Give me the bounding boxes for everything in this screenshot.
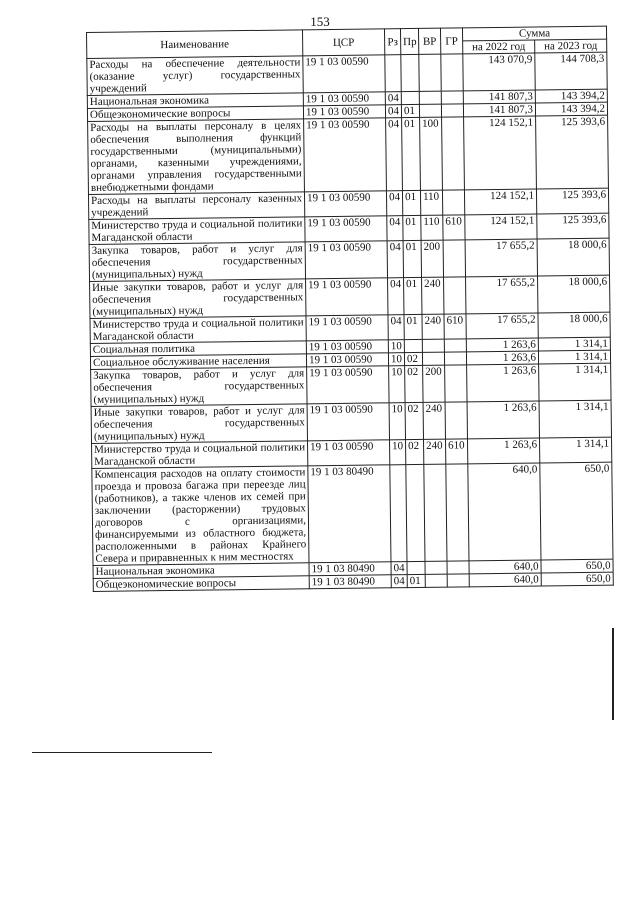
cell-gr: 610	[443, 215, 465, 240]
cell-sum-2022: 640,0	[469, 560, 541, 574]
cell-sum-2023: 650,0	[540, 462, 613, 560]
cell-sum-2022: 1 263,6	[467, 438, 539, 464]
cell-gr	[445, 365, 467, 402]
cell-rz: 04	[387, 216, 403, 241]
cell-pr	[407, 561, 425, 574]
cell-name: Иные закупки товаров, работ и услуг для обеспечения государственных (муниципальных) нужд	[91, 404, 307, 444]
cell-vr	[419, 104, 441, 117]
cell-vr: 240	[423, 402, 445, 439]
cell-csr: 19 1 03 80490	[309, 562, 391, 576]
cell-pr: 02	[405, 402, 423, 439]
cell-sum-2022: 17 655,2	[466, 276, 538, 314]
cell-csr: 19 1 03 00590	[306, 315, 388, 341]
cell-sum-2022: 143 070,9	[463, 53, 535, 91]
cell-gr	[446, 464, 469, 561]
cell-vr	[425, 574, 447, 587]
header-sum: Сумма	[462, 26, 606, 41]
cell-csr: 19 1 03 00590	[305, 241, 387, 279]
cell-csr: 19 1 03 00590	[307, 403, 389, 441]
cell-csr: 19 1 03 00590	[303, 105, 385, 119]
cell-vr: 100	[420, 117, 443, 190]
cell-rz: 10	[388, 340, 404, 353]
cell-rz: 04	[385, 105, 401, 118]
cell-sum-2022: 141 807,3	[463, 103, 535, 117]
cell-gr: 610	[446, 439, 468, 464]
scan-vertical-line	[612, 628, 614, 720]
cell-name: Компенсация расходов на оплату стоимости проезда и провоза багажа при переезде лиц (работников), а также членов их семей при заключении (расторжении) трудовых договоров с организациями, финансируемыми из областного бюджета, расположенными в районах Крайнего Севера и приравненных к ним местностях	[92, 466, 309, 566]
header-vr: ВР	[418, 28, 440, 54]
cell-pr: 02	[404, 352, 422, 365]
header-pr: Пр	[400, 28, 418, 54]
cell-gr	[444, 339, 466, 352]
cell-rz: 10	[390, 440, 406, 465]
cell-pr: 01	[402, 190, 420, 215]
cell-pr	[401, 54, 419, 91]
cell-vr	[419, 54, 441, 91]
header-year-2023: на 2023 год	[535, 39, 607, 53]
cell-rz: 04	[386, 118, 403, 191]
table-body	[87, 52, 613, 591]
cell-rz: 04	[386, 191, 402, 216]
cell-sum-2022: 1 263,6	[466, 338, 538, 352]
table-row	[87, 52, 607, 95]
cell-gr	[447, 574, 469, 587]
cell-vr: 200	[421, 240, 443, 277]
cell-csr: 19 1 03 00590	[305, 216, 387, 242]
cell-sum-2023: 125 393,6	[537, 213, 609, 239]
cell-csr: 19 1 03 00590	[307, 366, 389, 404]
cell-sum-2023: 1 314,1	[539, 437, 611, 463]
cell-vr	[422, 352, 444, 365]
cell-sum-2023: 1 314,1	[538, 350, 610, 364]
cell-gr	[443, 240, 465, 277]
cell-sum-2023: 1 314,1	[539, 400, 611, 438]
cell-vr: 240	[424, 439, 446, 464]
cell-rz: 10	[388, 353, 404, 366]
cell-name: Иные закупки товаров, работ и услуг для обеспечения государственных (муниципальных) нужд	[90, 279, 306, 319]
header-name: Наименование	[87, 30, 303, 59]
cell-pr: 01	[403, 215, 421, 240]
cell-name: Министерство труда и социальной политики Магаданской области	[90, 316, 306, 344]
page-number: 153	[310, 14, 330, 29]
cell-rz: 04	[388, 278, 404, 315]
cell-name: Социальная политика	[90, 341, 306, 357]
cell-sum-2023: 18 000,6	[538, 275, 610, 313]
cell-sum-2023: 650,0	[541, 572, 613, 586]
header-rz: Рз	[384, 29, 400, 55]
cell-sum-2022: 17 655,2	[466, 313, 538, 339]
cell-pr: 01	[407, 574, 425, 587]
table-row	[89, 238, 609, 281]
table-row	[90, 275, 610, 318]
cell-sum-2023: 1 314,1	[539, 363, 611, 401]
cell-vr	[424, 464, 447, 561]
cell-name: Национальная экономика	[87, 93, 303, 109]
cell-vr	[425, 561, 447, 574]
cell-sum-2022: 1 263,6	[467, 401, 539, 439]
cell-sum-2022: 124 152,1	[465, 214, 537, 240]
cell-pr: 02	[406, 439, 424, 464]
cell-sum-2022: 1 263,6	[467, 364, 539, 402]
cell-csr: 19 1 03 00590	[304, 191, 386, 217]
cell-sum-2023: 1 314,1	[538, 337, 610, 351]
cell-vr: 110	[420, 190, 442, 215]
cell-rz: 04	[385, 92, 401, 105]
cell-rz: 10	[389, 366, 405, 403]
table-row	[91, 363, 611, 406]
cell-name: Социальное обслуживание населения	[90, 354, 306, 370]
scan-horizontal-line	[32, 752, 212, 753]
cell-csr: 19 1 03 00590	[303, 55, 385, 93]
cell-csr: 19 1 03 00590	[306, 340, 388, 354]
table-row	[92, 462, 613, 565]
cell-csr: 19 1 03 00590	[308, 440, 390, 466]
cell-sum-2022: 1 263,6	[466, 351, 538, 365]
cell-pr	[406, 464, 425, 561]
header-year-2022: на 2022 год	[463, 40, 535, 54]
cell-gr	[442, 117, 465, 190]
cell-pr: 01	[401, 104, 419, 117]
cell-csr: 19 1 03 00590	[303, 92, 385, 106]
cell-rz: 10	[389, 403, 405, 440]
cell-vr: 110	[421, 215, 443, 240]
cell-rz	[390, 465, 407, 562]
cell-vr: 200	[423, 365, 445, 402]
header-gr: ГР	[440, 28, 462, 54]
cell-name: Общеэкономические вопросы	[93, 576, 309, 592]
cell-gr	[444, 352, 466, 365]
cell-name: Расходы на выплаты персоналу казенных учреждений	[88, 192, 304, 220]
header-csr: ЦСР	[302, 29, 384, 56]
cell-name: Закупка товаров, работ и услуг для обеспечения государственных (муниципальных) нужд	[89, 242, 305, 282]
cell-vr: 240	[422, 277, 444, 314]
cell-gr	[442, 190, 464, 215]
cell-name: Министерство труда и социальной политики Магаданской области	[92, 441, 308, 469]
cell-sum-2023: 18 000,6	[537, 238, 609, 276]
cell-pr: 01	[403, 240, 421, 277]
cell-vr	[419, 91, 441, 104]
cell-sum-2022: 640,0	[468, 463, 541, 561]
cell-name: Министерство труда и социальной политики Магаданской области	[89, 217, 305, 245]
cell-csr: 19 1 03 00590	[306, 278, 388, 316]
cell-gr: 610	[444, 314, 466, 339]
cell-name: Общеэкономические вопросы	[87, 106, 303, 122]
cell-sum-2022: 141 807,3	[463, 90, 535, 104]
table-row	[91, 400, 611, 443]
cell-csr: 19 1 03 80490	[308, 465, 391, 563]
cell-name: Закупка товаров, работ и услуг для обеспечения государственных (муниципальных) нужд	[91, 367, 307, 407]
cell-rz: 04	[391, 562, 407, 575]
cell-gr	[445, 402, 467, 439]
cell-rz: 04	[387, 241, 403, 278]
table-row	[88, 115, 609, 194]
cell-sum-2023: 143 394,2	[535, 102, 607, 116]
cell-pr: 01	[402, 117, 421, 190]
cell-rz: 04	[391, 575, 407, 588]
cell-sum-2023: 18 000,6	[538, 312, 610, 338]
cell-sum-2022: 17 655,2	[465, 239, 537, 277]
cell-pr	[404, 339, 422, 352]
cell-gr	[447, 561, 469, 574]
cell-sum-2022: 124 152,1	[464, 116, 537, 190]
cell-name: Расходы на выплаты персоналу в целях обеспечения выполнения функций государственными (муниципальными) органами, казенными учреждениями, органами управления государственными внебюджетными фондами	[88, 119, 305, 195]
cell-sum-2023: 143 394,2	[535, 89, 607, 103]
cell-csr: 19 1 03 00590	[304, 118, 387, 192]
cell-pr: 01	[404, 314, 422, 339]
cell-name: Национальная экономика	[93, 563, 309, 579]
cell-gr	[444, 277, 466, 314]
cell-csr: 19 1 03 00590	[306, 353, 388, 367]
cell-pr	[401, 91, 419, 104]
cell-sum-2023: 144 708,3	[535, 52, 607, 90]
cell-rz	[385, 55, 401, 92]
budget-table	[86, 26, 614, 592]
cell-csr: 19 1 03 80490	[309, 575, 391, 589]
cell-name: Расходы на обеспечение деятельности (оказание услуг) государственных учреждений	[87, 56, 303, 96]
cell-pr: 01	[404, 277, 422, 314]
cell-sum-2023: 650,0	[541, 559, 613, 573]
cell-sum-2022: 124 152,1	[464, 189, 536, 215]
cell-vr: 240	[422, 314, 444, 339]
cell-vr	[422, 339, 444, 352]
cell-sum-2023: 125 393,6	[536, 115, 609, 189]
cell-gr	[441, 91, 463, 104]
cell-pr: 02	[405, 365, 423, 402]
cell-gr	[441, 54, 463, 91]
cell-sum-2022: 640,0	[469, 573, 541, 587]
budget-sheet	[86, 26, 613, 592]
cell-rz: 04	[388, 315, 404, 340]
cell-gr	[441, 104, 463, 117]
cell-sum-2023: 125 393,6	[536, 188, 608, 214]
